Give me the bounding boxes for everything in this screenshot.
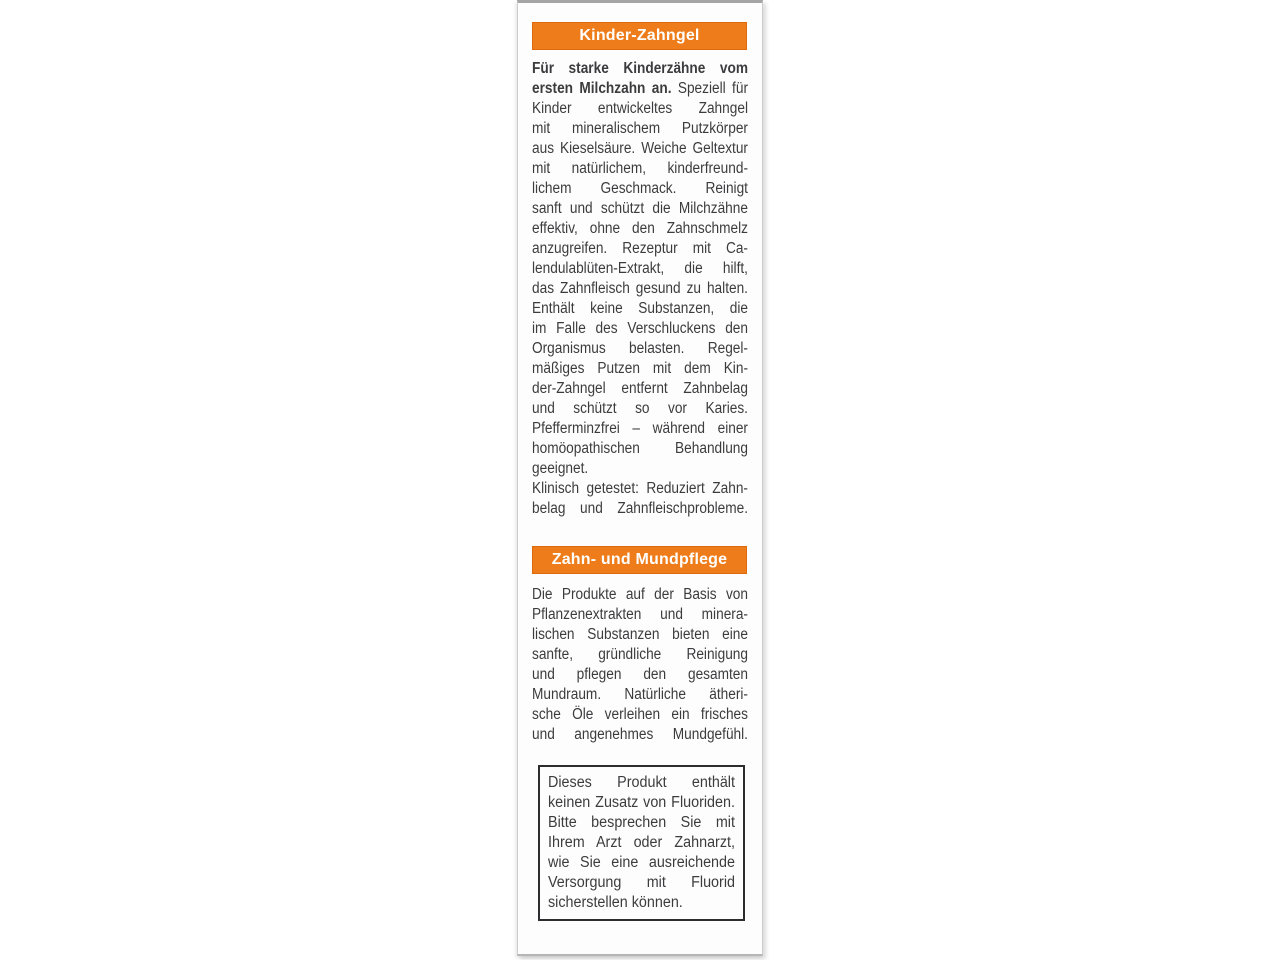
text-line: Ihrem Arzt oder Zahnarzt, [548,834,735,851]
text-line: lendulablüten-Extrakt, die hilft, [532,260,748,277]
text-line: Pflanzenextrakten und minera- [532,606,748,623]
text-line: mit natürlichem, kinderfreund- [532,160,748,177]
text-line: sanft und schützt die Milchzähne [532,200,748,217]
text-line: sanfte, gründliche Reinigung [532,646,748,663]
care-paragraph [532,585,748,745]
text-line: mäßiges Putzen mit dem Kin- [532,360,748,377]
section-banner-kinder-zahngel [532,22,747,50]
text-line: Bitte besprechen Sie mit [548,814,735,831]
fluoride-notice-box [538,765,745,921]
text-line: effektiv, ohne den Zahnschmelz [532,220,748,237]
text-line: Klinisch getestet: Reduziert Zahn- [532,480,748,497]
text-line: und pflegen den gesamten [532,666,748,683]
text-line: belag und Zahnfleischprobleme. [532,500,748,517]
text-line: Organismus belasten. Regel- [532,340,748,357]
description-lines [532,99,748,519]
description-paragraph [532,59,748,519]
text-line: geeignet. [532,460,589,477]
text-line: im Falle des Verschluckens den [532,320,748,337]
text-line: Mundraum. Natürliche ätheri- [532,686,748,703]
section-banner-zahn-und-mundpflege [532,546,747,574]
text-line: und schützt so vor Karies. [532,400,748,417]
text-line: sche Öle verleihen ein frisches [532,706,748,723]
lead-regular-fragment: Speziell für [671,80,748,97]
product-packaging-panel [517,0,763,956]
text-line: sicherstellen können. [548,894,683,911]
lead-bold-line: Für starke Kinderzähne vom [532,60,748,77]
fluoride-notice-text [548,773,735,913]
text-line: das Zahnfleisch gesund zu halten. [532,280,748,297]
text-line: aus Kieselsäure. Weiche Geltextur [532,140,748,157]
text-line: Pfefferminzfrei – während einer [532,420,748,437]
text-line: der-Zahngel entfernt Zahnbelag [532,380,748,397]
lead-bold-fragment: ersten Milchzahn an. [532,80,672,97]
section-banner-label: Kinder-Zahngel [579,27,700,44]
text-line: und angenehmes Mundgefühl. [532,726,748,743]
text-line: lichem Geschmack. Reinigt [532,180,748,197]
text-line: Die Produkte auf der Basis von [532,586,748,603]
text-line: wie Sie eine ausreichende [548,854,735,871]
text-line: Kinder entwickeltes Zahngel [532,100,748,117]
text-line: Enthält keine Substanzen, die [532,300,748,317]
text-line: mit mineralischem Putzkörper [532,120,748,137]
care-lines [532,585,748,745]
text-line: Versorgung mit Fluorid [548,874,735,891]
section-banner-label: Zahn- und Mundpflege [551,551,728,568]
text-line: Dieses Produkt enthält [548,774,735,791]
text-line: homöopathischen Behandlung [532,440,748,457]
text-line: anzugreifen. Rezeptur mit Ca- [532,240,748,257]
text-line: lischen Substanzen bieten eine [532,626,748,643]
text-line: keinen Zusatz von Fluoriden. [548,794,735,811]
lead-mixed-line [532,79,748,99]
